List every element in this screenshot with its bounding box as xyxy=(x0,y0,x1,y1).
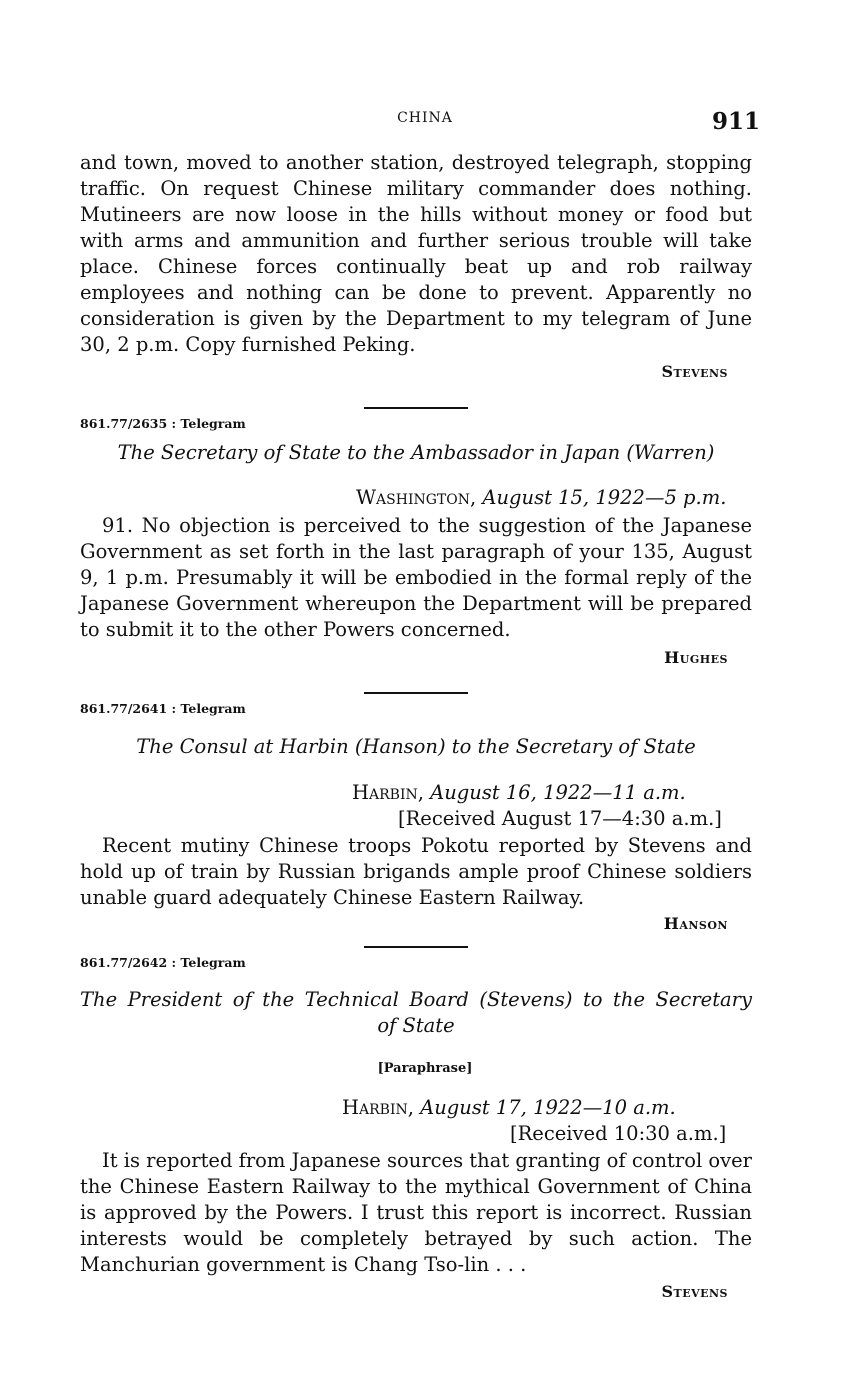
dateline-place: Harbin, xyxy=(342,1096,414,1119)
section-3-signature: Hanson xyxy=(663,914,728,933)
section-2-file-number: 861.77/2635 : Telegram xyxy=(80,416,246,431)
section-4-received: [Received 10:30 a.m.] xyxy=(510,1122,727,1145)
section-3-received: [Received August 17—4:30 a.m.] xyxy=(398,807,722,830)
dateline-date: August 15, 1922—5 p.m. xyxy=(482,486,727,509)
section-2-paragraph: 91. No objection is perceived to the suggestion of the Japanese Government as set forth in the last paragraph of your 135, August 9, 1 p.m. Presumably it will be embodied in the formal reply of the Japanese Government whereupon the Department will be prepared to submit it to the other Powers concerned. xyxy=(80,514,752,641)
section-3-body xyxy=(80,833,752,911)
paraphrase-note: [Paraphrase] xyxy=(377,1061,473,1076)
section-4-signature: Stevens xyxy=(661,1282,728,1301)
section-4-paragraph: It is reported from Japanese sources that granting of control over the Chinese Eastern Railway to the mythical Government of China is approved by the Powers. I trust this report is incorrect. Russian interests would be completely betrayed by such action. The Manchurian government is Chang Tso-lin . . . xyxy=(80,1149,752,1276)
page-number: 911 xyxy=(712,108,761,135)
section-divider xyxy=(364,692,468,694)
section-2-body xyxy=(80,513,752,643)
section-4-heading xyxy=(80,987,752,1039)
section-4-heading-line-2: of State xyxy=(377,1014,455,1037)
section-3-dateline xyxy=(352,781,686,804)
section-4-body xyxy=(80,1148,752,1278)
section-4-heading-line-1: The President of the Technical Board (Stevens) to the Secretary xyxy=(80,988,752,1011)
section-1-body xyxy=(80,150,752,358)
section-divider xyxy=(364,946,468,948)
section-2-dateline xyxy=(356,486,726,509)
section-divider xyxy=(364,407,468,409)
dateline-place: Washington, xyxy=(356,486,477,509)
section-3-heading: The Consul at Harbin (Hanson) to the Secretary of State xyxy=(136,735,696,758)
section-4-file-number: 861.77/2642 : Telegram xyxy=(80,955,246,970)
section-1-signature: Stevens xyxy=(661,362,728,381)
section-2-heading: The Secretary of State to the Ambassador in Japan (Warren) xyxy=(117,441,715,464)
section-4-dateline xyxy=(342,1096,676,1119)
running-title: CHINA xyxy=(397,110,453,126)
dateline-date: August 16, 1922—11 a.m. xyxy=(430,781,686,804)
dateline-place: Harbin, xyxy=(352,781,424,804)
section-3-paragraph: Recent mutiny Chinese troops Pokotu reported by Stevens and hold up of train by Russian brigands ample proof Chinese soldiers unable guard adequately Chinese Eastern Railway. xyxy=(80,834,752,909)
section-2-signature: Hughes xyxy=(664,648,728,667)
section-3-file-number: 861.77/2641 : Telegram xyxy=(80,701,246,716)
section-1-paragraph: and town, moved to another station, destroyed telegraph, stopping traffic. On request Chinese military commander does nothing. Mutineers are now loose in the hills without money or food but with arms and ammunition and further serious trouble will take place. Chinese forces continually beat up and rob railway employees and nothing can be done to prevent. Apparently no consideration is given by the Department to my telegram of June 30, 2 p.m. Copy furnished Peking. xyxy=(80,151,752,356)
dateline-date: August 17, 1922—10 a.m. xyxy=(420,1096,676,1119)
